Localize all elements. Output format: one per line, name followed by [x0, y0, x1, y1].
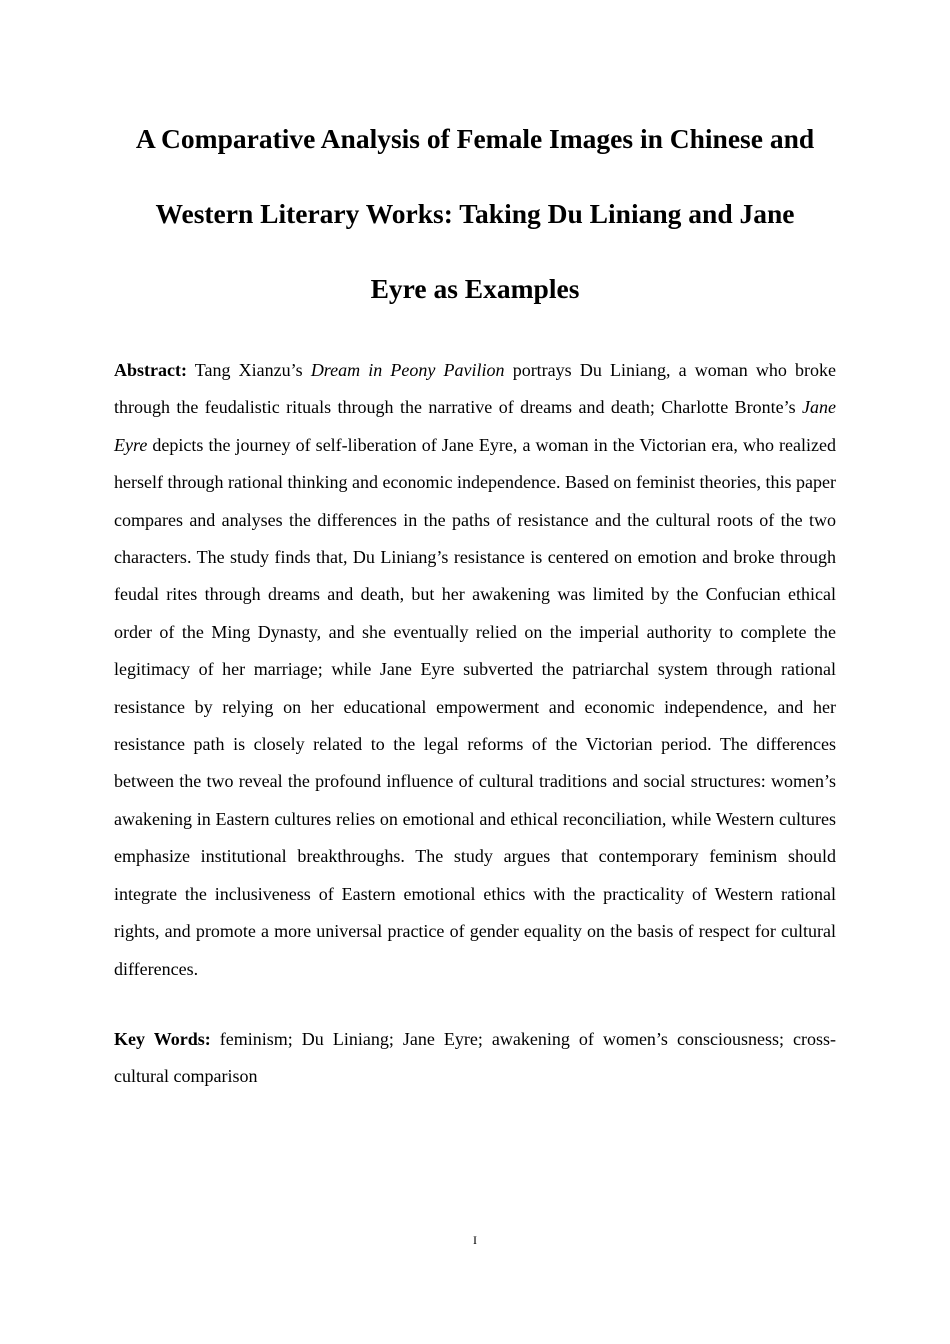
work-title-jane-eyre: Jane Eyre — [114, 397, 836, 455]
title-line-2: Western Literary Works: Taking Du Liniang and Jane — [155, 198, 795, 229]
page-number: I — [473, 1233, 477, 1247]
title-line-3: Eyre as Examples — [370, 273, 580, 304]
abstract-paragraph — [114, 352, 836, 988]
keywords-paragraph — [114, 1021, 836, 1096]
keywords-text: feminism; Du Liniang; Jane Eyre; awakening of women’s consciousness; cross-cultural comparison — [114, 1029, 836, 1087]
work-title-peony-pavilion: Dream in Peony Pavilion — [310, 360, 505, 380]
abstract-text-3: depicts the journey of self-liberation of Jane Eyre, a woman in the Victorian era, who realized herself through rational thinking and economic independence. Based on feminist theories, this paper compares and analyses the differences in the paths of resistance and the cultural roots of the two characters. The study finds that, Du Liniang’s resistance is centered on emotion and broke through feudal rites through dreams and death, but her awakening was limited by the Confucian ethical order of the Ming Dynasty, and she eventually relied on the imperial authority to complete the legitimacy of her marriage; while Jane Eyre subverted the patriarchal system through rational resistance by relying on her educational empowerment and economic independence, and her resistance path is closely related to the legal reforms of the Victorian period. The differences between the two reveal the profound influence of cultural traditions and social structures: women’s awakening in Eastern cultures relies on emotional and ethical reconciliation, while Western cultures emphasize institutional breakthroughs. The study argues that contemporary feminism should integrate the inclusiveness of Eastern emotional ethics with the practicality of Western rational rights, and promote a more universal practice of gender equality on the basis of respect for cultural differences. — [114, 434, 836, 979]
paper-title — [95, 101, 855, 326]
abstract-text-2: portrays Du Liniang, a woman who broke through the feudalistic rituals through the narrative of dreams and death; Charlotte Bronte’s — [114, 360, 836, 418]
abstract-text-1: Tang Xianzu’s — [186, 360, 311, 380]
title-line-1: A Comparative Analysis of Female Images in Chinese and — [135, 123, 815, 154]
keywords-label: Key Words: — [114, 1029, 211, 1049]
abstract-label: Abstract: — [114, 360, 187, 380]
